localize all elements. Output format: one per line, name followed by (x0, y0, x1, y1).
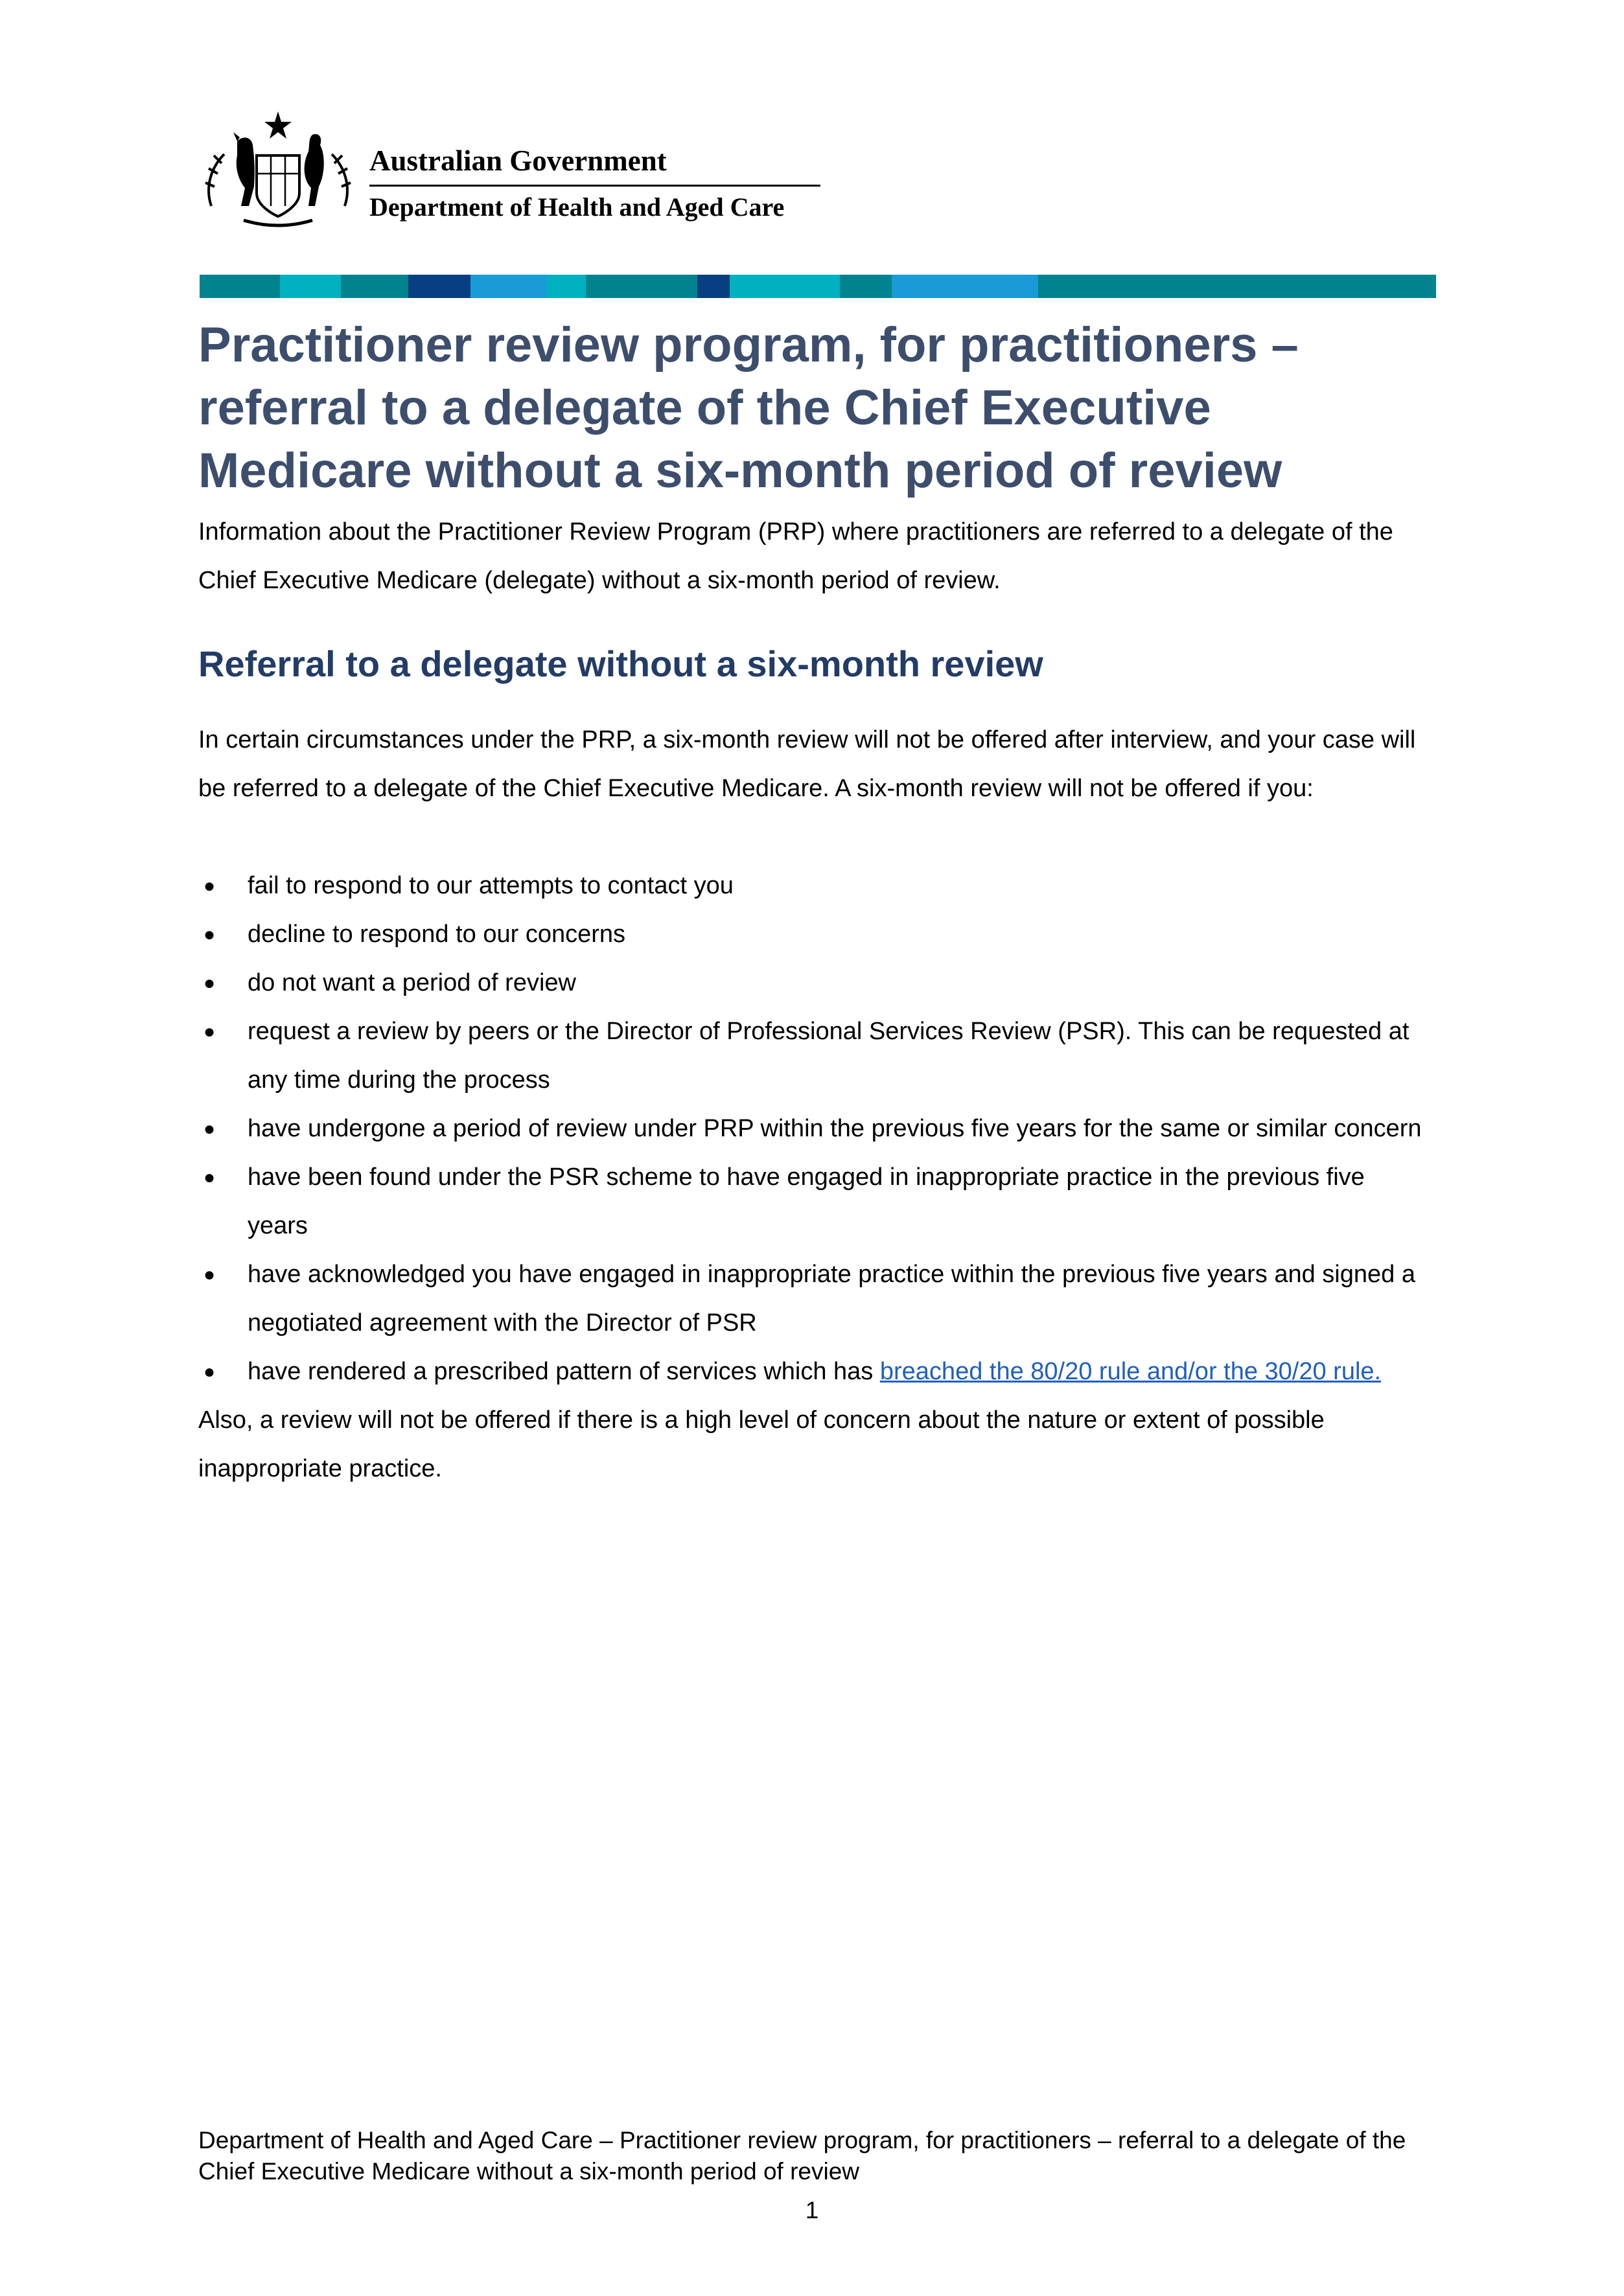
band-segment (200, 275, 280, 298)
list-item-text: decline to respond to our concerns (248, 921, 626, 948)
bullet-icon: ● (203, 1167, 216, 1188)
band-segment (408, 275, 470, 298)
decorative-color-band (200, 275, 1436, 298)
list-item (198, 862, 1430, 910)
government-logo (198, 109, 820, 233)
rule-breach-link[interactable]: breached the 80/20 rule and/or the 30/20 rule. (879, 1358, 1382, 1385)
bullet-icon: ● (203, 1264, 216, 1285)
header-divider (369, 185, 820, 187)
criteria-list (198, 862, 1430, 1396)
list-item (198, 1105, 1430, 1153)
list-item (198, 1007, 1430, 1105)
list-item (198, 1153, 1430, 1250)
list-item-text: have rendered a prescribed pattern of services which has (248, 1358, 880, 1385)
list-item (198, 959, 1430, 1007)
bullet-icon: ● (203, 1021, 216, 1042)
footer-text: Department of Health and Aged Care – Practitioner review program, for practitioners – referral to a delegate of the Chief Executive Medicare without a six-month period of review (198, 2127, 1406, 2185)
government-name: Australian Government (369, 144, 667, 177)
list-item-text: have been found under the PSR scheme to have engaged in inappropriate practice in the previous five years (248, 1164, 1365, 1239)
list-item-text: do not want a period of review (248, 969, 576, 996)
list-item (198, 1348, 1430, 1396)
band-segment (730, 275, 840, 298)
section-heading: Referral to a delegate without a six-month review (198, 643, 1043, 684)
band-segment (470, 275, 547, 298)
bullet-icon: ● (203, 875, 216, 897)
page-number: 1 (805, 2197, 819, 2223)
section-intro-paragraph: In certain circumstances under the PRP, a six-month review will not be offered after interview, and your case will be referred to a delegate of the Chief Executive Medicare. A six-month review will not be offered if you: (198, 726, 1416, 802)
band-segment (1038, 275, 1436, 298)
coat-of-arms-icon (198, 109, 358, 233)
list-item-text: request a review by peers or the Director of Professional Services Review (PSR). This can be requested at any time during the process (248, 1018, 1409, 1094)
closing-paragraph: Also, a review will not be offered if there is a high level of concern about the nature or extent of possible inappropriate practice. (198, 1406, 1325, 1482)
department-name: Department of Health and Aged Care (369, 192, 785, 222)
band-segment (280, 275, 341, 298)
bullet-icon: ● (203, 924, 216, 945)
band-segment (840, 275, 892, 298)
list-item-text: have undergone a period of review under PRP within the previous five years for the same or similar concern (248, 1115, 1422, 1142)
list-item-text: fail to respond to our attempts to contact you (248, 872, 734, 899)
band-segment (892, 275, 1038, 298)
list-item (198, 1250, 1430, 1348)
list-item-text: have acknowledged you have engaged in inappropriate practice within the previous five years and signed a negotiated agreement with the Director of PSR (248, 1261, 1415, 1337)
band-segment (586, 275, 697, 298)
bullet-icon: ● (203, 1118, 216, 1140)
band-segment (341, 275, 408, 298)
list-item (198, 910, 1430, 959)
band-segment (547, 275, 586, 298)
page-title: Practitioner review program, for practitioners – referral to a delegate of the Chief Executive Medicare without a six-month period of review (198, 317, 1299, 498)
bullet-icon: ● (203, 972, 216, 994)
band-segment (697, 275, 730, 298)
intro-paragraph: Information about the Practitioner Review Program (PRP) where practitioners are referred to a delegate of the Chief Executive Medicare (delegate) without a six-month period of review. (198, 518, 1393, 594)
bullet-icon: ● (203, 1361, 216, 1383)
